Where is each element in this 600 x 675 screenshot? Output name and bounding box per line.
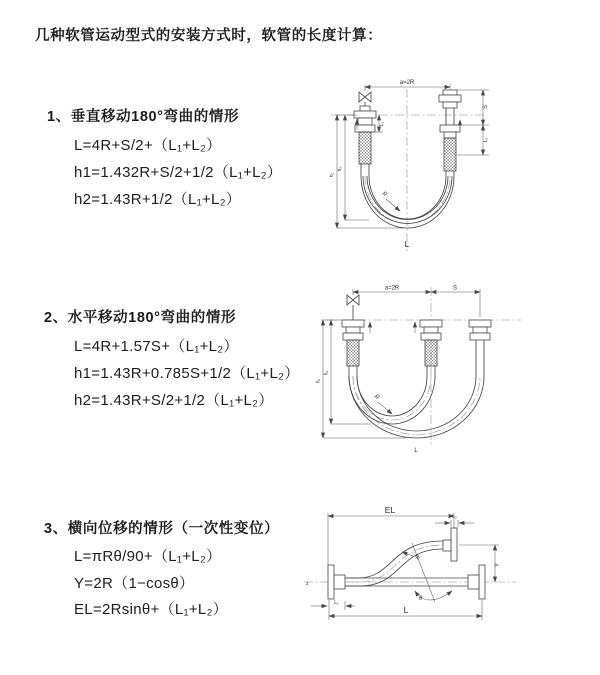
section-1-formula-2: h1=1.432R+S/2+1/2（L₁+L₂）: [74, 164, 283, 181]
section-1-formula-1: L=4R+S/2+（L₁+L₂）: [74, 137, 222, 154]
dim-label-span: a=2R: [399, 80, 415, 86]
radius-label: R: [414, 554, 423, 562]
movement-arrows: [370, 322, 415, 333]
dim-label-l1: L₁: [379, 121, 385, 127]
section-1-formula-3: h2=1.43R+1/2（L₁+L₂）: [74, 191, 242, 208]
section-1-heading: 1、垂直移动180°弯曲的情形: [47, 109, 240, 125]
braided-hose-section: [425, 340, 437, 366]
dim-label-h2: h₂: [337, 166, 343, 172]
theta-label: θ: [419, 596, 423, 602]
hose-outline: [349, 340, 484, 438]
length-label: L: [404, 239, 410, 249]
centerlines: [325, 287, 521, 446]
middle-fitting: [420, 320, 442, 366]
diagram-lateral-displacement: [298, 503, 595, 651]
left-fitting: [342, 295, 364, 366]
section-2-formula-3: h2=1.43R+S/2+1/2（L₁+L₂）: [74, 392, 274, 409]
dim-label-s: S: [483, 104, 489, 110]
dim-label-h2: h₂: [323, 370, 330, 376]
dim-label-h1: h₁: [315, 378, 322, 384]
braided-hose-section: [347, 340, 359, 366]
length-label: L: [403, 605, 409, 615]
dim-label-l1: L₁: [334, 600, 339, 606]
right-flange: [468, 565, 485, 599]
dim-label-l2: L₂: [483, 137, 489, 143]
section-3-formula-1: L=πRθ/90+（L₁+L₂）: [74, 548, 222, 565]
radius-label: R: [380, 190, 388, 199]
hose-outline: [361, 164, 454, 228]
dim-label-y: Y: [495, 562, 501, 568]
braided-hose-section: [444, 138, 456, 171]
diagram-vertical-180-bend: [313, 73, 565, 255]
dim-label-h1: h₁: [329, 172, 335, 178]
top-flange: [443, 528, 457, 561]
dim-label-el: EL: [384, 505, 396, 515]
valve-icon: [347, 295, 359, 305]
break-symbol: z: [306, 581, 309, 587]
radius-label: R: [372, 393, 380, 402]
right-fitting: [439, 90, 461, 171]
angle-construction: [402, 543, 452, 602]
right-fitting: [469, 320, 491, 340]
braided-hose-section: [359, 132, 371, 164]
page-title: 几种软管运动型式的安装方式时，软管的长度计算：: [35, 28, 383, 44]
section-3-formula-2: Y=2R（1−cosθ）: [74, 575, 195, 592]
valve-icon: [359, 92, 371, 102]
section-2-formula-1: L=4R+1.57S+（L₁+L₂）: [74, 338, 239, 355]
section-3-heading: 3、横向位移的情形（一次性变位）: [44, 521, 280, 537]
length-label: L: [414, 448, 418, 454]
dim-label-s: S: [452, 285, 458, 292]
section-2-formula-2: h1=1.43R+0.785S+1/2（L₁+L₂）: [74, 365, 300, 382]
left-flange: [328, 565, 345, 599]
left-fitting: [354, 92, 376, 164]
section-2-heading: 2、水平移动180°弯曲的情形: [44, 310, 237, 326]
dim-label-l2: L₂: [452, 514, 457, 520]
diagram-horizontal-180-bend: [311, 281, 569, 463]
section-3-formula-3: EL=2Rsinθ+（L₁+L₂）: [74, 601, 228, 618]
dim-label-span: a=2R: [384, 285, 400, 292]
